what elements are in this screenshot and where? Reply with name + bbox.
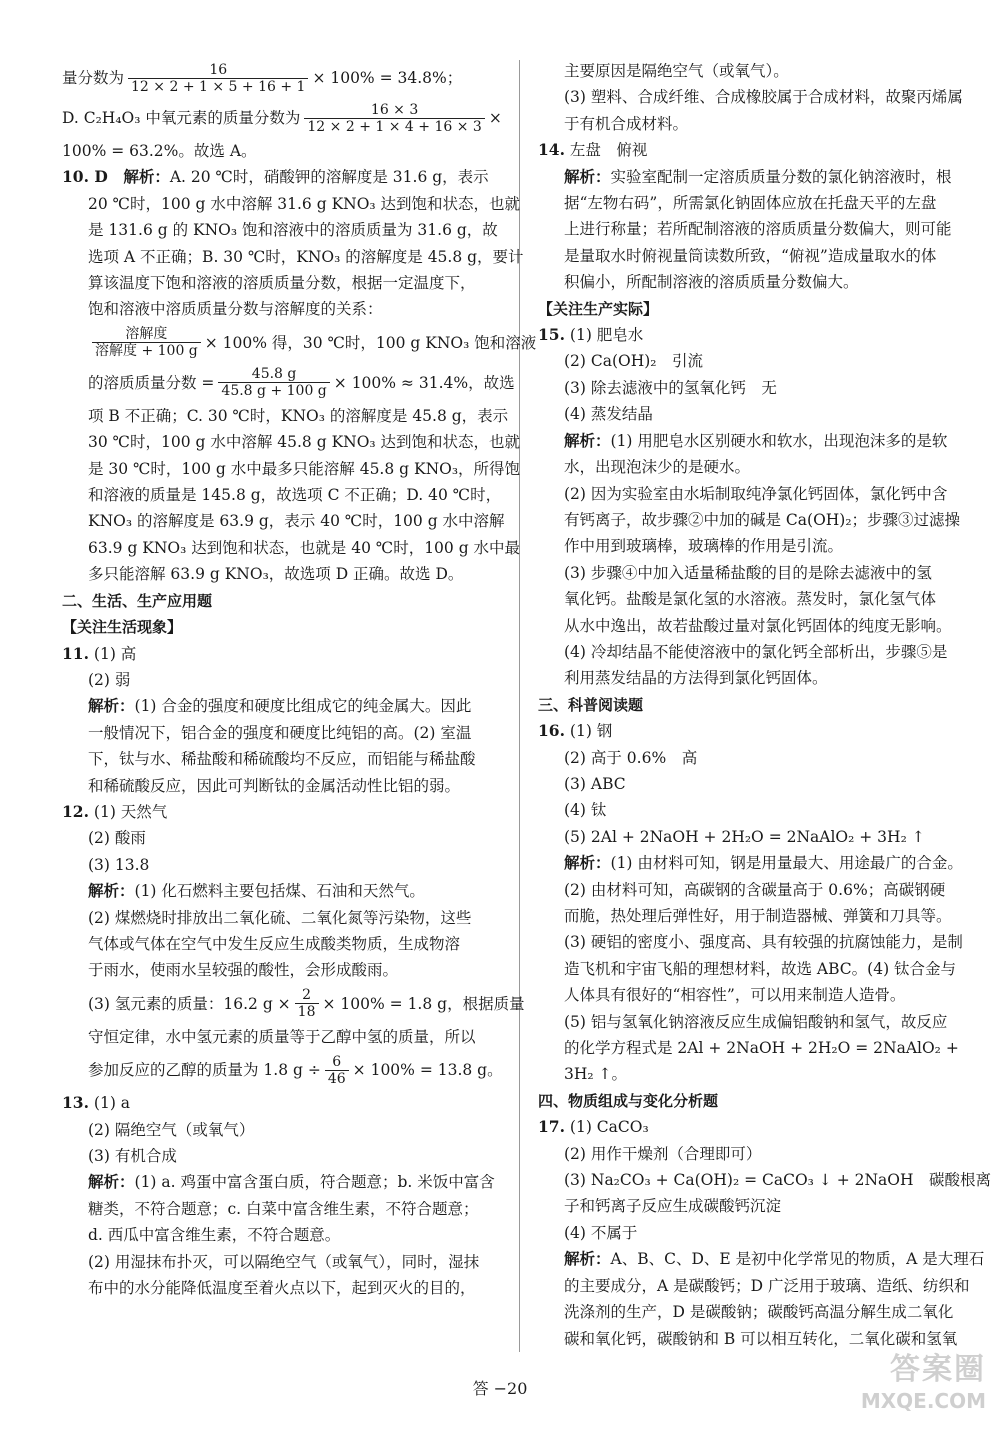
question-number: 16. — [538, 721, 565, 741]
text-line: (3) ABC — [564, 774, 626, 793]
question-13: 13. (1) a — [62, 1093, 131, 1113]
text-line: 积偏小，所配制溶液的溶质质量分数偏大。 — [564, 273, 859, 292]
text-line: 解析：(1) 用肥皂水区别硬水和软水，出现泡沫多的是软 — [564, 430, 948, 450]
text-line: 氧化钙。盐酸是氯化氢的水溶液。蒸发时，氯化氢气体 — [564, 590, 937, 609]
text-line: 多只能溶解 63.9 g KNO₃，故选项 D 正确。故选 D。 — [88, 565, 464, 584]
text-line: 20 ℃时，100 g 水中溶解 31.6 g KNO₃ 达到饱和状态，也就 — [88, 194, 521, 213]
text-line: 是 131.6 g 的 KNO₃ 饱和溶液中的溶质质量为 31.6 g，故 — [88, 221, 498, 240]
text-line: 上进行称量；若所配制溶液的溶质质量分数偏大，则可能 — [564, 220, 952, 239]
subsection-heading: 【关注生产实际】 — [538, 299, 659, 318]
subsection-heading: 【关注生活现象】 — [62, 618, 183, 637]
text-line: 碳和氧化钙，碳酸钠和 B 可以相互转化，二氧化碳和氢氧 — [564, 1329, 958, 1348]
text-line: 作中用到玻璃棒，玻璃棒的作用是引流。 — [564, 537, 844, 556]
text-line: 于雨水，使雨水呈较强的酸性，会形成酸雨。 — [88, 961, 399, 980]
right-column — [538, 58, 992, 1352]
text-line: (2) 用作干燥剂（合理即可） — [564, 1144, 762, 1163]
watermark-logo — [826, 1352, 986, 1418]
text-line: 100% = 63.2%。故选 A。 — [62, 142, 257, 160]
text-line: 洗涤剂的生产，D 是碳酸钠；碳酸钙高温分解生成二氧化 — [564, 1303, 954, 1322]
question-number: 13. — [62, 1093, 89, 1113]
text-line: 和溶液的质量是 145.8 g，故选项 C 不正确；D. 40 ℃时， — [88, 486, 502, 505]
text-line: 一般情况下，铝合金的强度和硬度比纯铝的高。(2) 室温 — [88, 723, 472, 742]
question-10: 10. D 解析：A. 20 ℃时，硝酸钾的溶解度是 31.6 g，表示 — [62, 167, 489, 187]
text-line: (4) 蒸发结晶 — [564, 405, 653, 424]
fraction: $\frac{2}{18}$ — [295, 987, 319, 1020]
text-line: (2) 隔绝空气（或氧气） — [88, 1120, 255, 1139]
question-number: 14. — [538, 140, 565, 160]
text-line: 水，出现泡沫少的是硬水。 — [564, 458, 751, 477]
analysis-label: 解析： — [564, 166, 611, 186]
text-line: 布中的水分能降低温度至着火点以下，起到灭火的目的， — [88, 1279, 476, 1298]
text-line: (2) 煤燃烧时排放出二氧化硫、二氧化氮等污染物，这些 — [88, 908, 472, 927]
text-line: 项 B 不正确；C. 30 ℃时，KNO₃ 的溶解度是 45.8 g，表示 — [88, 406, 509, 425]
text-line: 的化学方程式是 2Al + 2NaOH + 2H₂O = 2NaAlO₂ + — [564, 1039, 959, 1058]
question-number: 17. — [538, 1117, 565, 1137]
text-line: 解析：实验室配制一定溶质质量分数的氯化钠溶液时，根 — [564, 166, 952, 186]
text-line: 选项 A 不正确；B. 30 ℃时，KNO₃ 的溶解度是 45.8 g，要计 — [88, 247, 524, 266]
text-line: (3) 步骤④中加入适量稀盐酸的目的是除去滤液中的氢 — [564, 563, 932, 582]
text-line: (4) 冷却结晶不能使溶液中的氯化钙全部析出，步骤⑤是 — [564, 642, 948, 661]
text-line: 气体或气体在空气中发生反应生成酸类物质，生成物溶 — [88, 934, 461, 953]
text-line: KNO₃ 的溶解度是 63.9 g，表示 40 ℃时，100 g 水中溶解 — [88, 512, 505, 531]
text-line: (2) 高于 0.6% 高 — [564, 748, 698, 767]
section-heading: 三、科普阅读题 — [538, 695, 644, 714]
text-line: 解析：(1) 由材料可知，钢是用量最大、用途最广的合金。 — [564, 853, 963, 873]
text-line: (3) 除去滤液中的氢氧化钙 无 — [564, 378, 777, 397]
text-line: $\frac{\text{溶解度}}{\text{溶解度 + 100 g}}$ × 100% 得，30 ℃时，100 g KNO₃ 饱和溶液 — [62, 323, 502, 363]
text-line: 的主要成分，A 是碳酸钙；D 广泛用于玻璃、造纸、纺织和 — [564, 1276, 970, 1295]
analysis-label: 解析： — [88, 696, 135, 716]
text-line: 和稀硫酸反应，因此可判断钛的金属活动性比铝的弱。 — [88, 776, 461, 795]
watermark-mark: 答案圈 — [890, 1352, 986, 1387]
fraction: $\frac{\text{溶解度}}{\text{溶解度 + 100 g}}$ — [92, 326, 201, 359]
text-line: 主要原因是隔绝空气（或氧气）。 — [564, 62, 789, 80]
text-line: 解析：(1) 合金的强度和硬度比组成它的纯金属大。因此 — [88, 696, 472, 716]
text-line: 3H₂ ↑。 — [564, 1065, 628, 1084]
fraction: $\frac{16 \times 3}{12 \times 2 + 1 \times 4 + 16 \times 3}$ — [304, 102, 484, 135]
question-15: 15. (1) 肥皂水 — [538, 325, 644, 345]
question-12: 12. (1) 天然气 — [62, 801, 168, 821]
question-16: 16. (1) 钢 — [538, 721, 613, 741]
question-14: 14. 左盘 俯视 — [538, 140, 648, 160]
analysis-label: 解析： — [564, 430, 611, 450]
analysis-label: 解析： — [123, 167, 170, 187]
text-line: 的溶质质量分数 = $\frac{45.8 g}{45.8 g + 100 g}$ × 100% ≈ 31.4%，故选 — [88, 366, 515, 400]
section-heading: 二、生活、生产应用题 — [62, 591, 213, 610]
analysis-label: 解析： — [564, 1249, 611, 1269]
text-line: (4) 钛 — [564, 801, 607, 820]
text-line: 利用蒸发结晶的方法得到氯化钙固体。 — [564, 669, 828, 688]
text-line: 子和钙离子反应生成碳酸钙沉淀 — [564, 1197, 782, 1216]
text-line: (3) 塑料、合成纤维、合成橡胶属于合成材料，故聚丙烯属 — [564, 88, 963, 107]
text-line: (4) 不属于 — [564, 1223, 638, 1242]
text-line: 30 ℃时，100 g 水中溶解 45.8 g KNO₃ 达到饱和状态，也就 — [88, 433, 521, 452]
text-line: 量分数为 $\frac{16}{12 \times 2 + 1 \times 5 + 16 + 1}$ × 100% = 34.8%； — [62, 61, 463, 95]
text-line: (2) 由材料可知，高碳钢的含碳量高于 0.6%；高碳钢硬 — [564, 880, 946, 899]
question-number: 10. D — [62, 167, 108, 187]
text-line: 人体具有很好的“相容性”，可以用来制造人造骨。 — [564, 986, 906, 1005]
question-number: 12. — [62, 801, 89, 821]
text-line: d. 西瓜中富含维生素，不符合题意。 — [88, 1226, 341, 1245]
section-heading: 四、物质组成与变化分析题 — [538, 1091, 719, 1110]
text-line: 饱和溶液中溶质质量分数与溶解度的关系： — [88, 300, 383, 319]
text-line: (3) 氢元素的质量：16.2 g × $\frac{2}{18}$ × 100% = 1.8 g，根据质量 — [88, 987, 525, 1021]
question-number: 15. — [538, 325, 565, 345]
text-line: 是量取水时俯视量筒读数所致，“俯视”造成量取水的体 — [564, 246, 937, 265]
text-line: 从水中逸出，故若盐酸过量对氯化钙固体的纯度无影响。 — [564, 616, 952, 635]
text-line: 算该温度下饱和溶液的溶质质量分数，根据一定温度下， — [88, 274, 476, 293]
text-line: (2) 酸雨 — [88, 829, 146, 848]
text-line: 而脆，热处理后弹性好，用于制造器械、弹簧和刀具等。 — [564, 907, 952, 925]
text-line: 解析：(1) a. 鸡蛋中富含蛋白质，符合题意；b. 米饭中富含 — [88, 1172, 495, 1192]
text-line: D. C₂H₄O₃ 中氧元素的质量分数为 $\frac{16 \times 3}{12 \times 2 + 1 \times 4 + 16 \times 3}$ × — [62, 101, 502, 135]
fraction: $\frac{45.8 g}{45.8 g + 100 g}$ — [218, 366, 329, 399]
question-11: 11. (1) 高 — [62, 643, 137, 663]
fraction: $\frac{16}{12 \times 2 + 1 \times 5 + 16 + 1}$ — [128, 62, 308, 95]
text-line: (3) 硬铝的密度小、强度高、具有较强的抗腐蚀能力，是制 — [564, 933, 963, 952]
text-line: 63.9 g KNO₃ 达到饱和状态，也就是 40 ℃时，100 g 水中最 — [88, 538, 521, 557]
text-line: (3) Na₂CO₃ + Ca(OH)₂ = CaCO₃ ↓ + 2NaOH 碳酸根离 — [564, 1171, 992, 1190]
analysis-label: 解析： — [88, 1172, 135, 1192]
question-17: 17. (1) CaCO₃ — [538, 1117, 649, 1137]
text-line: 解析：A、B、C、D、E 是初中化学常见的物质，A 是大理石 — [564, 1249, 985, 1269]
text-line: (3) 13.8 — [88, 855, 150, 874]
left-column — [62, 58, 537, 1301]
watermark-url: MXQE.COM — [860, 1389, 986, 1413]
text-line: 解析：(1) 化石燃料主要包括煤、石油和天然气。 — [88, 881, 425, 901]
text-line: (2) Ca(OH)₂ 引流 — [564, 352, 704, 371]
text-line: 造飞机和宇宙飞船的理想材料，故选 ABC。(4) 钛合金与 — [564, 959, 957, 978]
text-line: 糖类，不符合题意；c. 白菜中富含维生素，不符合题意； — [88, 1199, 479, 1218]
fraction: $\frac{6}{46}$ — [325, 1054, 349, 1087]
text-line: (5) 铝与氢氧化钠溶液反应生成偏铝酸钠和氢气，故反应 — [564, 1012, 948, 1031]
text-line: 下，钛与水、稀盐酸和稀硫酸均不反应，而铝能与稀盐酸 — [88, 750, 476, 769]
analysis-label: 解析： — [564, 853, 611, 873]
text-line: (3) 有机合成 — [88, 1147, 177, 1165]
page-number: 答 −20 — [472, 1379, 528, 1398]
text-line: 是 30 ℃时，100 g 水中最多只能溶解 45.8 g KNO₃，所得饱 — [88, 459, 521, 478]
text-line: 参加反应的乙醇的质量为 1.8 g ÷ $\frac{6}{46}$ × 100% = 13.8 g。 — [88, 1053, 503, 1087]
question-number: 11. — [62, 643, 89, 663]
text-line: 有钙离子，故步骤②中加的碱是 Ca(OH)₂；步骤③过滤操 — [564, 510, 961, 529]
text-line: 据“左物右码”，所需氯化钠固体应放在托盘天平的左盘 — [564, 194, 937, 213]
text-line: (2) 弱 — [88, 670, 131, 689]
text-line: (5) 2Al + 2NaOH + 2H₂O = 2NaAlO₂ + 3H₂ ↑ — [564, 827, 925, 846]
text-line: 守恒定律，水中氢元素的质量等于乙醇中氢的质量，所以 — [88, 1027, 476, 1046]
analysis-label: 解析： — [88, 881, 135, 901]
text-line: (2) 因为实验室由水垢制取纯净氯化钙固体，氯化钙中含 — [564, 484, 948, 503]
text-line: 于有机合成材料。 — [564, 114, 689, 133]
text-line: (2) 用湿抹布扑灭，可以隔绝空气（或氧气），同时，湿抹 — [88, 1252, 480, 1271]
